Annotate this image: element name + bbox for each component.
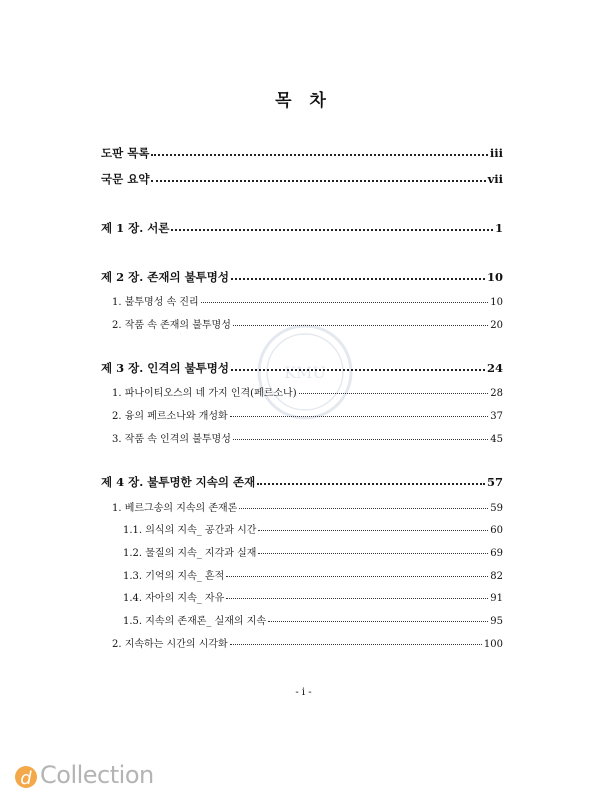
dcollection-logo-mark <box>14 760 40 790</box>
toc-entry-section[interactable] <box>112 384 503 399</box>
toc-entry-chapter-4[interactable] <box>101 474 503 490</box>
toc-entry-subsection[interactable] <box>123 589 503 604</box>
toc-entry-label: 2. 융의 페르소나와 개성화 <box>112 411 228 422</box>
svg-text:KMU: KMU <box>284 363 326 382</box>
toc-entry-page: 82 <box>490 571 503 582</box>
dot-leader <box>239 508 488 509</box>
toc-entry-page: 57 <box>486 475 503 489</box>
dot-leader <box>226 598 488 599</box>
dot-leader <box>230 644 482 645</box>
dcollection-logo-text: Collection <box>40 761 154 789</box>
dot-leader <box>233 439 488 440</box>
toc-entry-page: 28 <box>490 388 503 399</box>
toc-entry-label: 1.2. 물질의 지속_ 지각과 실재 <box>123 548 257 559</box>
page-title: 목 차 <box>275 91 332 111</box>
toc-entry-section[interactable] <box>112 293 503 308</box>
toc-entry-page: 10 <box>490 297 503 308</box>
toc-entry-page: 24 <box>486 361 503 375</box>
toc-entry-label: 제 1 장. 서론 <box>101 221 170 235</box>
toc-entry-subsection[interactable] <box>123 567 503 582</box>
dot-leader <box>230 416 489 417</box>
toc-entry-label: 1.1. 의식의 지속_ 공간과 시간 <box>123 525 257 536</box>
toc-entry-label: 제 3 장. 인격의 불투명성 <box>101 361 229 375</box>
toc-entry-label: 1. 파나이티오스의 네 가지 인격(페르소나) <box>112 388 297 399</box>
toc-entry-label: 3. 작품 속 인격의 불투명성 <box>112 434 231 445</box>
dot-leader <box>258 530 488 531</box>
dot-leader <box>258 553 488 554</box>
toc-entry-page: 59 <box>490 503 503 514</box>
toc-entry-label: 1. 불투명성 속 진리 <box>112 297 199 308</box>
dot-leader <box>231 278 485 280</box>
dot-leader <box>268 621 488 622</box>
toc-entry-label: 제 4 장. 불투명한 지속의 존재 <box>101 475 256 489</box>
toc-entry-list-of-figures[interactable] <box>101 145 503 161</box>
toc-entry-subsection[interactable] <box>123 612 503 627</box>
toc-entry-section[interactable] <box>112 635 503 650</box>
toc-entry-page: 60 <box>490 525 503 536</box>
page-number: - i - <box>295 687 312 698</box>
svg-text:d: d <box>20 768 32 789</box>
dot-leader <box>299 393 489 394</box>
toc-entry-page: 69 <box>490 548 503 559</box>
toc-entry-label: 제 2 장. 존재의 불투명성 <box>101 270 229 284</box>
toc-entry-page: 1 <box>494 221 503 235</box>
toc-entry-section[interactable] <box>112 430 503 445</box>
toc-entry-subsection[interactable] <box>123 544 503 559</box>
toc-entry-page: 37 <box>490 411 503 422</box>
dot-leader <box>233 325 488 326</box>
dot-leader <box>226 576 488 577</box>
dot-leader <box>201 302 489 303</box>
toc-entry-section[interactable] <box>112 407 503 422</box>
dot-leader <box>151 180 485 182</box>
toc-entry-page: 95 <box>490 616 503 627</box>
toc-entry-chapter-1[interactable] <box>101 220 503 236</box>
dot-leader <box>231 369 485 371</box>
toc-entry-label: 1.4. 자아의 지속_ 자유 <box>123 593 225 604</box>
toc-entry-label: 2. 작품 속 존재의 불투명성 <box>112 320 231 331</box>
dot-leader <box>151 154 487 156</box>
toc-entry-page: 100 <box>483 639 503 650</box>
toc-entry-section[interactable] <box>112 499 503 514</box>
toc-entry-subsection[interactable] <box>123 521 503 536</box>
toc-entry-label: 국문 요약 <box>101 172 150 186</box>
toc-entry-label: 2. 지속하는 시간의 시각화 <box>112 639 228 650</box>
dcollection-logo <box>14 760 154 790</box>
toc-entry-page: 10 <box>486 270 503 284</box>
toc-entry-page: iii <box>489 146 503 160</box>
toc-entry-section[interactable] <box>112 316 503 331</box>
toc-entry-label: 1.5. 지속의 존재론_ 실재의 지속 <box>123 616 267 627</box>
toc-entry-label: 1.3. 기억의 지속_ 흔적 <box>123 571 225 582</box>
toc-entry-chapter-3[interactable] <box>101 360 503 376</box>
toc-entry-chapter-2[interactable] <box>101 269 503 285</box>
toc-entry-label: 1. 베르그송의 지속의 존재론 <box>112 503 238 514</box>
toc-entry-page: vii <box>487 172 503 186</box>
dot-leader <box>257 483 485 485</box>
dot-leader <box>171 229 493 231</box>
toc-entry-korean-abstract[interactable] <box>101 171 503 187</box>
toc-entry-label: 도판 목록 <box>101 146 150 160</box>
toc-entry-page: 20 <box>490 320 503 331</box>
toc-entry-page: 91 <box>490 593 503 604</box>
toc-entry-page: 45 <box>490 434 503 445</box>
